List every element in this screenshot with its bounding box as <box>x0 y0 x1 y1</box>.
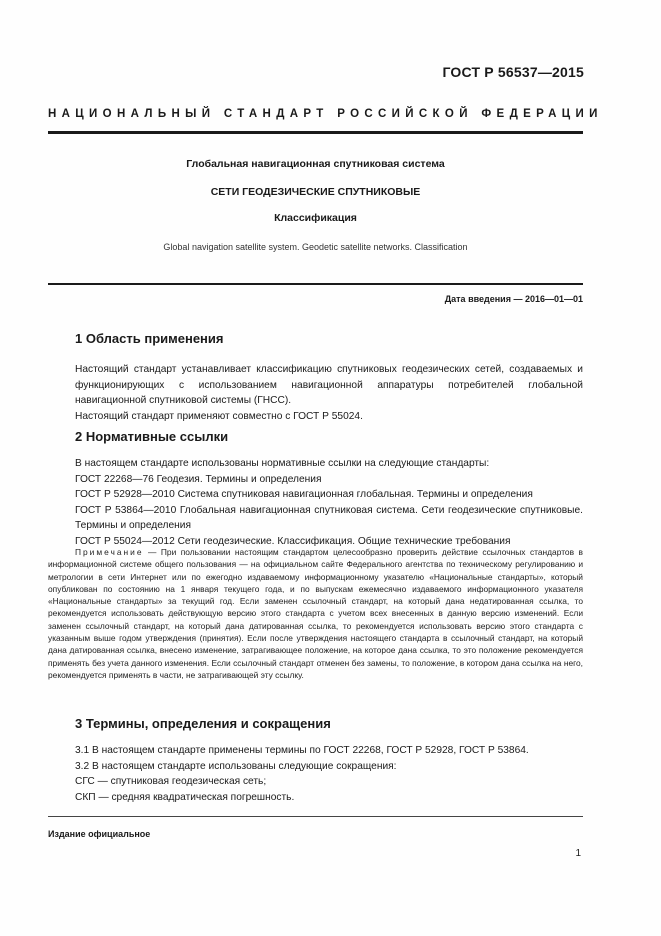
title-main: СЕТИ ГЕОДЕЗИЧЕСКИЕ СПУТНИКОВЫЕ <box>210 186 421 198</box>
section-1-paragraph: Настоящий стандарт устанавливает классификацию спутниковых геодезических сетей, создаваемых и функционирующих с использованием навигационной аппаратуры потребителей глобальной навигационной спутниковой системы (ГНСС). <box>75 364 583 406</box>
section-2-body <box>48 456 583 549</box>
references-note <box>48 546 583 681</box>
org-title: НАЦИОНАЛЬНЫЙ СТАНДАРТ РОССИЙСКОЙ ФЕДЕРАЦИИ <box>48 108 603 120</box>
abbreviation-item: СКП — средняя квадратическая погрешность. <box>75 791 295 803</box>
section-3-heading: 3 Термины, определения и сокращения <box>75 716 331 731</box>
abbreviation-item: СГС — спутниковая геодезическая сеть; <box>75 776 267 787</box>
edition-label: Издание официальное <box>48 829 151 839</box>
reference-item: ГОСТ Р 55024—2012 Сети геодезические. Классификация. Общие технические требования <box>75 535 511 547</box>
section-1-paragraph: Настоящий стандарт применяют совместно с ГОСТ Р 55024. <box>75 410 363 422</box>
terms-item: 3.2 В настоящем стандарте использованы следующие сокращения: <box>75 760 397 772</box>
title-english: Global navigation satellite system. Geodetic satellite networks. Classification <box>163 242 468 252</box>
document-code: ГОСТ Р 56537—2015 <box>442 64 584 80</box>
note-body: — При пользовании настоящим стандартом целесообразно проверить действие ссылочных стандартов в информационной системе общего пользования — на официальном сайте Федерального агентства по техническому регулированию и метрологии в сети Интернет или по ежегодно издаваемому информационному указателю «Национальные стандарты», который опубликован по состоянию на 1 января текущего года, и по выпускам ежемесячно издаваемого информационного указателя «Национальные стандарты» за текущий год. Если заменен ссылочный стандарт, на который дана недатированная ссылка, то рекомендуется использовать действующую версию этого стандарта с учетом всех внесенных в данную версию изменений. Если заменен ссылочный стандарт, на который дана датированная ссылка, то рекомендуется использовать версию этого стандарта с указанным выше годом утверждения (принятия). Если после утверждения настоящего стандарта в ссылочный стандарт, на который дана датированная ссылка, внесено изменение, затрагивающее положение, на которое дана ссылка, то это положение рекомендуется применять без учета данного изменения. Если ссылочный стандарт отменен без замены, то положение, в котором дана ссылка на него, рекомендуется применять в части, не затрагивающей эту ссылку. <box>48 547 583 680</box>
section-1-body <box>48 362 583 424</box>
terms-item: 3.1 В настоящем стандарте применены термины по ГОСТ 22268, ГОСТ Р 52928, ГОСТ Р 53864. <box>75 745 529 756</box>
page-number: 1 <box>575 848 581 859</box>
section-1-heading: 1 Область применения <box>75 331 224 346</box>
footer-rule <box>48 816 583 817</box>
section-3-body <box>48 743 583 805</box>
title-system: Глобальная навигационная спутниковая система <box>186 158 445 170</box>
reference-item: ГОСТ 22268—76 Геодезия. Термины и определения <box>75 473 322 485</box>
note-lead: Примечание <box>75 547 144 557</box>
title-subtitle: Классификация <box>274 212 357 224</box>
section-2-heading: 2 Нормативные ссылки <box>75 429 229 444</box>
effective-date: Дата введения — 2016—01—01 <box>444 294 583 304</box>
reference-item: ГОСТ Р 53864—2010 Глобальная навигационная спутниковая система. Сети геодезические спутниковые. Термины и определения <box>75 504 583 531</box>
header-rule <box>48 131 583 134</box>
reference-item: ГОСТ Р 52928—2010 Система спутниковая навигационная глобальная. Термины и определения <box>75 489 533 500</box>
title-rule <box>48 283 583 285</box>
references-intro: В настоящем стандарте использованы нормативные ссылки на следующие стандарты: <box>75 458 490 469</box>
